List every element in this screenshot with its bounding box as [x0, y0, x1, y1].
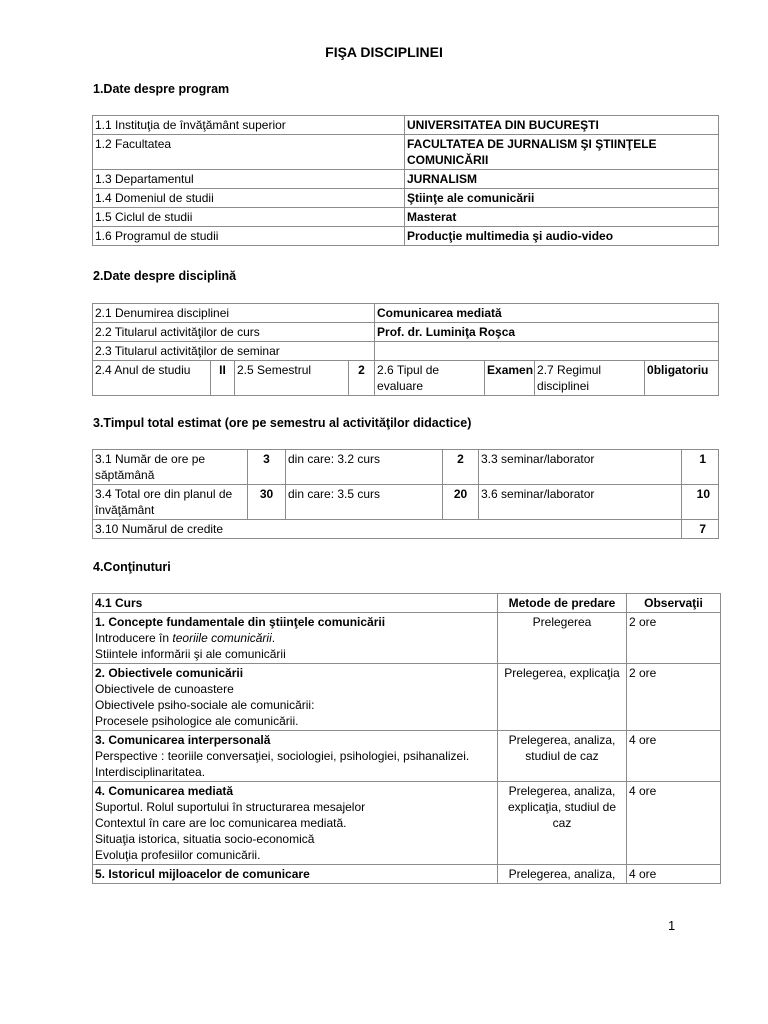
row-value: FACULTATEA DE JURNALISM ŞI ŞTIINŢELE COMUNICĂRII: [405, 135, 719, 170]
row-value: [375, 342, 719, 361]
row-value: JURNALISM: [405, 170, 719, 189]
row-value: Prof. dr. Luminiţa Roşca: [375, 323, 719, 342]
topic-title: 4. Comunicarea mediată: [95, 784, 234, 798]
curs-value: 2: [443, 450, 479, 485]
seminar-label: 3.3 seminar/laborator: [479, 450, 682, 485]
table-row: [93, 304, 719, 323]
topic-title: 5. Istoricul mijloacelor de comunicare: [95, 867, 310, 881]
page-title: FIŞA DISCIPLINEI: [325, 44, 443, 60]
content-table: [92, 593, 721, 884]
topic-observations: 2 ore: [627, 613, 721, 664]
curs-label: din care: 3.2 curs: [286, 450, 443, 485]
row-value: Comunicarea mediată: [375, 304, 719, 323]
row-label: 2.2 Titularul activităţilor de curs: [93, 323, 375, 342]
table-row: [93, 189, 719, 208]
page-number: 1: [668, 918, 676, 933]
topic-line: Situaţia istorica, situatia socio-economică: [95, 832, 315, 846]
row-value: Ştiinţe ale comunicării: [405, 189, 719, 208]
topic-methods: Prelegerea, analiza, studiul de caz: [498, 731, 627, 782]
discipline-table: [92, 303, 719, 396]
table-row: [93, 208, 719, 227]
topic-observations: 2 ore: [627, 664, 721, 731]
row-label: 1.6 Programul de studii: [93, 227, 405, 246]
seminar-label: 3.6 seminar/laborator: [479, 485, 682, 520]
col-metode-header: Metode de predare: [498, 594, 627, 613]
table-row: [93, 323, 719, 342]
credits-value: 7: [682, 520, 719, 539]
topic-line: Contextul în care are loc comunicarea mediată.: [95, 816, 347, 830]
course-topic: [93, 782, 498, 865]
table-row: [93, 227, 719, 246]
topic-methods: Prelegerea, explicaţia: [498, 664, 627, 731]
topic-line: Perspective : teoriile conversaţiei, sociologiei, psihologiei, psihanalizei.: [95, 749, 470, 763]
table-row: [93, 782, 721, 865]
sem-value: 2: [349, 361, 375, 396]
curs-label: din care: 3.5 curs: [286, 485, 443, 520]
section-3-heading: 3.Timpul total estimat (ore pe semestru al activităţilor didactice): [93, 416, 472, 430]
row-label: 2.3 Titularul activităţilor de seminar: [93, 342, 375, 361]
curs-value: 20: [443, 485, 479, 520]
section-1-heading: 1.Date despre program: [93, 82, 230, 96]
seminar-value: 1: [682, 450, 719, 485]
course-topic: [93, 865, 498, 884]
table-row: [93, 450, 719, 485]
topic-methods: Prelegerea: [498, 613, 627, 664]
topic-title: 3. Comunicarea interpersonală: [95, 733, 271, 747]
table-row: [93, 342, 719, 361]
row-label: 1.1 Instituţia de învăţământ superior: [93, 116, 405, 135]
topic-title: 2. Obiectivele comunicării: [95, 666, 244, 680]
course-topic: [93, 731, 498, 782]
table-row: [93, 170, 719, 189]
reg-value: 0bligatoriu: [645, 361, 719, 396]
topic-line: Evoluţia profesiilor comunicării.: [95, 848, 261, 862]
tip-label: 2.6 Tipul de evaluare: [375, 361, 485, 396]
table-row: [93, 613, 721, 664]
topic-line: Obiectivele de cunoastere: [95, 682, 234, 696]
table-row: [93, 116, 719, 135]
topic-observations: 4 ore: [627, 731, 721, 782]
topic-line: Interdisciplinaritatea.: [95, 765, 206, 779]
row-value: 30: [248, 485, 286, 520]
row-value: UNIVERSITATEA DIN BUCUREŞTI: [405, 116, 719, 135]
table-header-row: [93, 594, 721, 613]
table-row: [93, 865, 721, 884]
table-row: [93, 664, 721, 731]
table-row: [93, 485, 719, 520]
row-value: Masterat: [405, 208, 719, 227]
row-label: 2.1 Denumirea disciplinei: [93, 304, 375, 323]
section-2-heading: 2.Date despre disciplină: [93, 269, 237, 283]
row-value: Producţie multimedia şi audio-video: [405, 227, 719, 246]
row-label: 1.3 Departamentul: [93, 170, 405, 189]
table-row: [93, 731, 721, 782]
row-value: 3: [248, 450, 286, 485]
topic-line: Obiectivele psiho-sociale ale comunicării:: [95, 698, 315, 712]
row-label: 3.1 Număr de ore pe săptămână: [93, 450, 248, 485]
tip-value: Examen: [485, 361, 535, 396]
row-label: 3.4 Total ore din planul de învăţământ: [93, 485, 248, 520]
topic-methods: Prelegerea, analiza, explicaţia, studiul de caz: [498, 782, 627, 865]
row-label: 1.5 Ciclul de studii: [93, 208, 405, 227]
topic-observations: 4 ore: [627, 865, 721, 884]
topic-line: Procesele psihologice ale comunicării.: [95, 714, 299, 728]
sem-label: 2.5 Semestrul: [235, 361, 349, 396]
topic-methods: Prelegerea, analiza,: [498, 865, 627, 884]
seminar-value: 10: [682, 485, 719, 520]
program-table: [92, 115, 719, 246]
an-label: 2.4 Anul de studiu: [93, 361, 211, 396]
topic-line: Stiintele informării şi ale comunicării: [95, 647, 286, 661]
row-label: 1.2 Facultatea: [93, 135, 405, 170]
topic-line: Introducere în teoriile comunicării.: [95, 631, 276, 645]
topic-title: 1. Concepte fundamentale din ştiinţele comunicării: [95, 615, 386, 629]
row-label: 1.4 Domeniul de studii: [93, 189, 405, 208]
table-row: [93, 520, 719, 539]
time-table: [92, 449, 719, 539]
col-curs-header: 4.1 Curs: [93, 594, 498, 613]
credits-label: 3.10 Numărul de credite: [93, 520, 682, 539]
course-topic: [93, 664, 498, 731]
col-obs-header: Observaţii: [627, 594, 721, 613]
course-topic: [93, 613, 498, 664]
table-row: [93, 361, 719, 396]
reg-label: 2.7 Regimul disciplinei: [535, 361, 645, 396]
topic-line: Suportul. Rolul suportului în structurarea mesajelor: [95, 800, 366, 814]
table-row: [93, 135, 719, 170]
topic-observations: 4 ore: [627, 782, 721, 865]
section-4-heading: 4.Conţinuturi: [93, 560, 171, 574]
an-value: II: [211, 361, 235, 396]
